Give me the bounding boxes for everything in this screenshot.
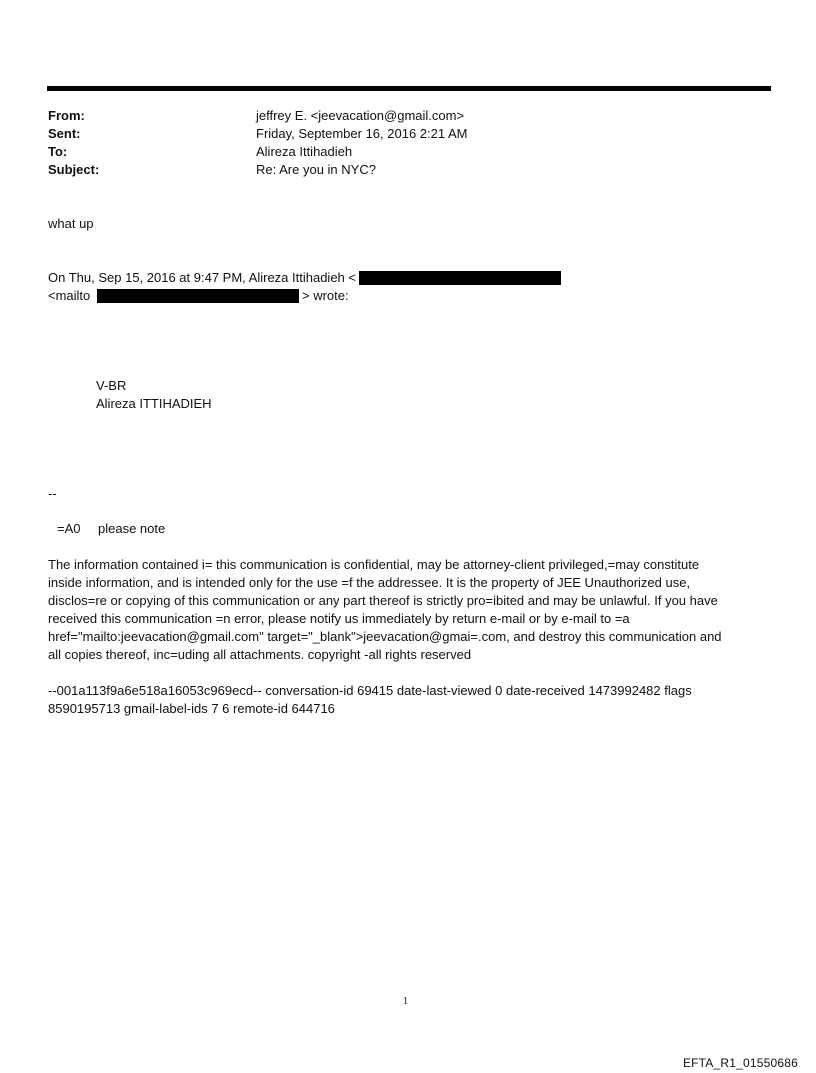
- disclaimer-line: all copies thereof, inc=uding all attachments. copyright -all rights reserved: [48, 647, 472, 662]
- metadata-line: --001a113f9a6e518a16053c969ecd-- conversation-id 69415 date-last-viewed 0 date-received 1473992482 flags: [48, 683, 692, 698]
- header-divider-rule: [47, 86, 771, 91]
- signature-line1: V-BR: [96, 378, 127, 393]
- from-value: jeffrey E. <jeevacation@gmail.com>: [256, 108, 465, 123]
- metadata-line: 8590195713 gmail-label-ids 7 6 remote-id 644716: [48, 701, 335, 716]
- quote-header-line2-suffix: > wrote:: [302, 288, 349, 303]
- bates-number: EFTA_R1_01550686: [682, 1056, 798, 1070]
- to-value: Alireza Ittihadieh: [256, 144, 353, 159]
- note-prefix: =A0: [57, 521, 81, 536]
- signature-line2: Alireza ITTIHADIEH: [96, 396, 212, 411]
- subject-value: Re: Are you in NYC?: [256, 162, 376, 177]
- disclaimer-line: inside information, and is intended only for the use =f the addressee. It is the property of JEE Unauthorized use,: [48, 575, 691, 590]
- redaction-bar: [97, 289, 299, 303]
- sent-value: Friday, September 16, 2016 2:21 AM: [256, 126, 468, 141]
- metadata-paragraph: [48, 682, 768, 718]
- sent-label: Sent:: [48, 126, 81, 141]
- disclaimer-line: received this communication =n error, please notify us immediately by return e-mail or by e-mail to =a: [48, 611, 630, 626]
- note-text: please note: [98, 521, 166, 536]
- disclaimer-line: The information contained i= this communication is confidential, may be attorney-client privileged,=may constitute: [48, 557, 700, 572]
- from-label: From:: [48, 108, 85, 123]
- redaction-bar: [359, 271, 561, 285]
- disclaimer-paragraph: [48, 556, 768, 664]
- disclaimer-line: href="mailto:jeevacation@gmail.com" target="_blank">jeevacation@gmai=.com, and destroy this communication and: [48, 629, 722, 644]
- reply-text: what up: [48, 216, 94, 231]
- quote-header-line1: On Thu, Sep 15, 2016 at 9:47 PM, Alireza Ittihadieh <: [48, 270, 356, 285]
- subject-label: Subject:: [48, 162, 100, 177]
- quote-header-line2-prefix: <mailto: [48, 288, 91, 303]
- page-number: 1: [403, 996, 408, 1007]
- disclaimer-line: disclos=re or copying of this communication or any part thereof is strictly pro=ibited and may be unlawful. If you have: [48, 593, 718, 608]
- to-label: To:: [48, 144, 68, 159]
- separator: --: [48, 486, 57, 501]
